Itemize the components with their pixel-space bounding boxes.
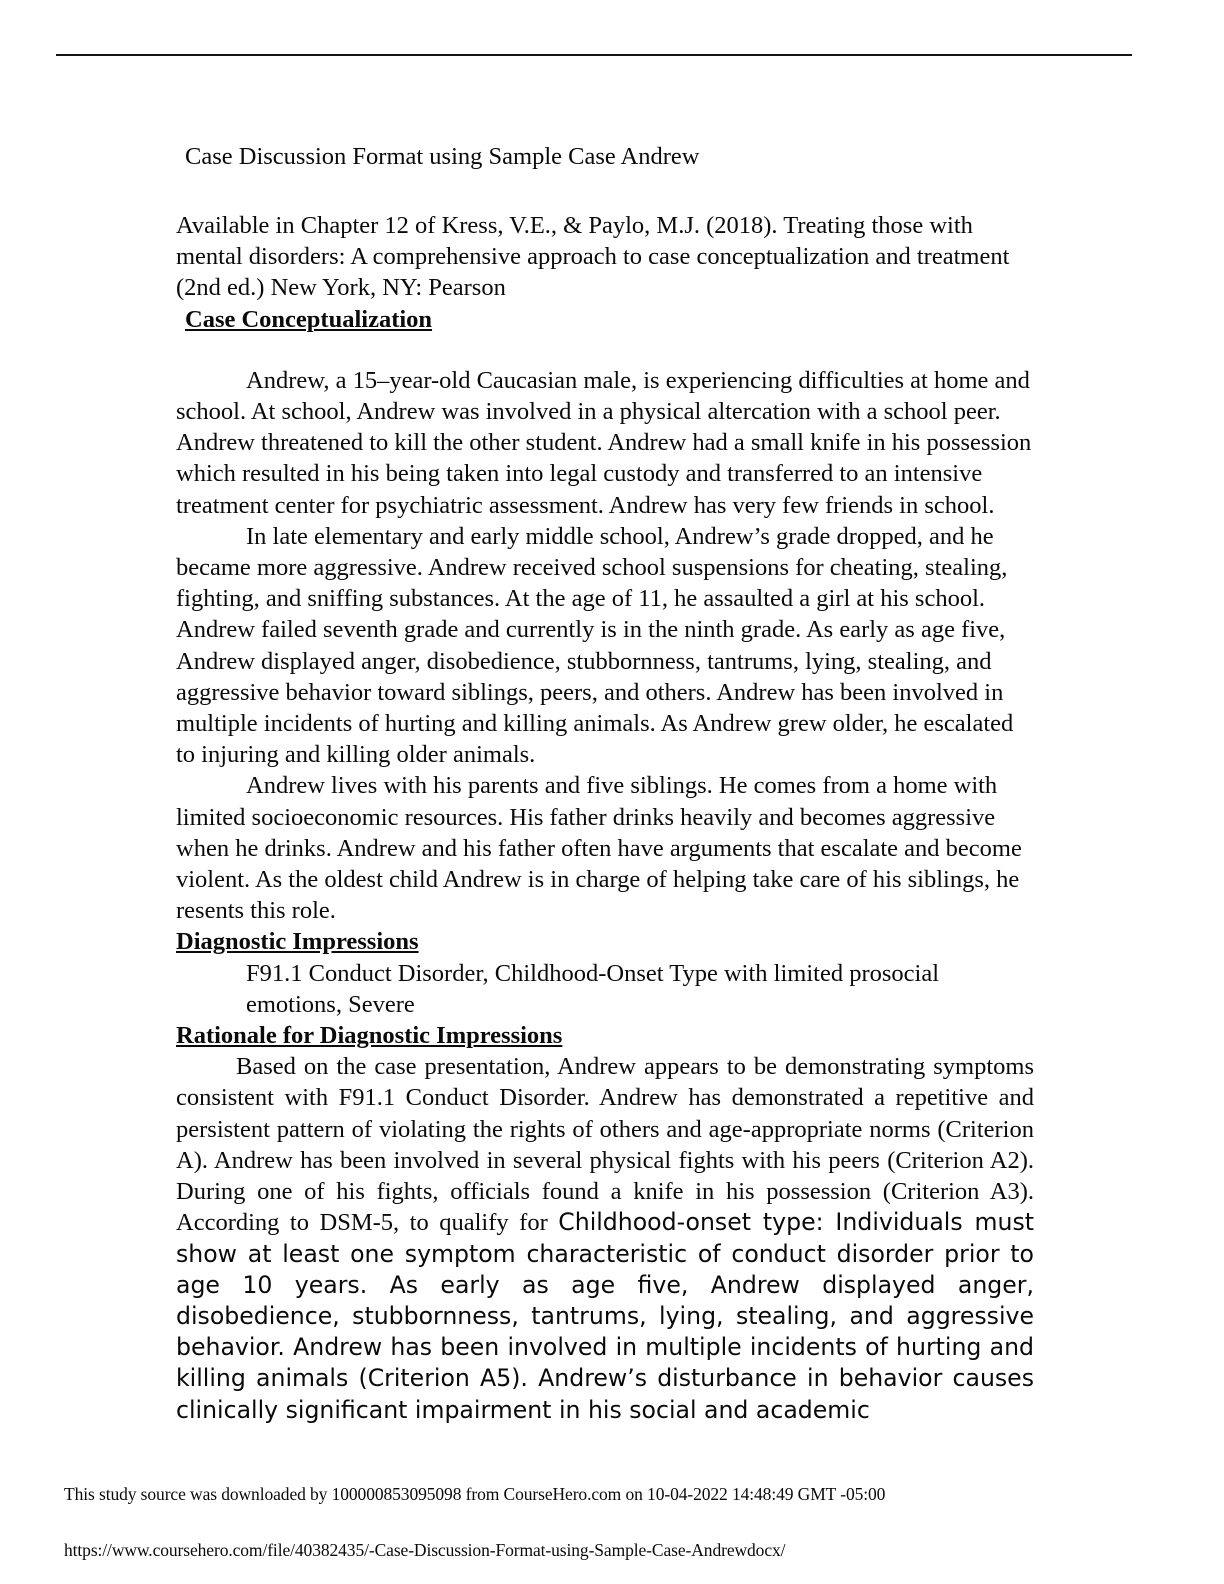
paragraph-school-history <box>176 521 1034 771</box>
paragraph-family-text: Andrew lives with his parents and five siblings. He comes from a home with limited socioeconomic resources. His father drinks heavily and becomes aggressive when he drinks. Andrew and his father often have arguments that escalate and become violent. As the oldest child Andrew is in charge of helping take care of his siblings, he resents this role. <box>176 772 1022 925</box>
heading-case-conceptualization: Case Conceptualization <box>185 305 433 333</box>
heading-rationale: Rationale for Diagnostic Impressions <box>176 1022 563 1050</box>
paragraph-background <box>176 365 1034 521</box>
rationale-sans-text: Childhood-onset type: Individuals must show at least one symptom characteristic of conduct disorder prior to age 10 years. As early as age five, Andrew displayed anger, disobedience, stubbornness, tantrums, lying, stealing, and aggressive behavior. Andrew has been involved in multiple incidents of hurting and killing animals (Criterion A5). Andrew’s disturbance in behavior causes clinically significant impairment in his social and academic <box>176 1208 1035 1424</box>
download-notice: This study source was downloaded by 100000853095098 from CourseHero.com on 10-04-2022 14:48:49 GMT -05:00 <box>64 1484 886 1504</box>
diagnosis-text: F91.1 Conduct Disorder, Childhood-Onset Type with limited prosocial emotions, Severe <box>246 959 939 1018</box>
header-divider <box>56 54 1132 56</box>
paragraph-rationale <box>176 1051 1034 1425</box>
heading-diagnostic-impressions: Diagnostic Impressions <box>176 928 419 956</box>
paragraph-family <box>176 770 1034 926</box>
paragraph-school-history-text: In late elementary and early middle school, Andrew’s grade dropped, and he became more aggressive. Andrew received school suspensions for cheating, stealing, fighting, and sniffing substances. At the age of 11, he assaulted a girl at his school. Andrew failed seventh grade and currently is in the ninth grade. As early as age five, Andrew displayed anger, disobedience, stubbornness, tantrums, lying, stealing, and aggressive behavior toward siblings, peers, and others. Andrew has been involved in multiple incidents of hurting and killing animals. As Andrew grew older, he escalated to injuring and killing older animals. <box>176 522 1014 769</box>
document-body <box>176 140 1034 1426</box>
paragraph-background-text: Andrew, a 15–year-old Caucasian male, is experiencing difficulties at home and school. At school, Andrew was involved in a physical altercation with a school peer. Andrew threatened to kill the other student. Andrew had a small knife in his possession which resulted in his being taken into legal custody and transferred to an intensive treatment center for psychiatric assessment. Andrew has very few friends in school. <box>176 366 1032 519</box>
rationale-serif-text: Based on the case presentation, Andrew appears to be demonstrating symptoms consistent with F91.1 Conduct Disorder. Andrew has demonstrated a repetitive and persistent pattern of violating the rights of others and age-appropriate norms (Criterion A). Andrew has been involved in several physical fights with his peers (Criterion A2). During one of his fights, officials found a knife in his possession (Criterion A3). According to DSM-5, to qualify for <box>176 1053 1034 1237</box>
document-title: Case Discussion Format using Sample Case Andrew <box>185 143 700 170</box>
source-url: https://www.coursehero.com/file/40382435/-Case-Discussion-Format-using-Sample-Case-Andrewdocx/ <box>64 1540 786 1560</box>
citation-paragraph: Available in Chapter 12 of Kress, V.E., & Paylo, M.J. (2018). Treating those with mental disorders: A comprehensive approach to case conceptualization and treatment (2nd ed.) New York, NY: Pearson <box>176 212 1010 302</box>
